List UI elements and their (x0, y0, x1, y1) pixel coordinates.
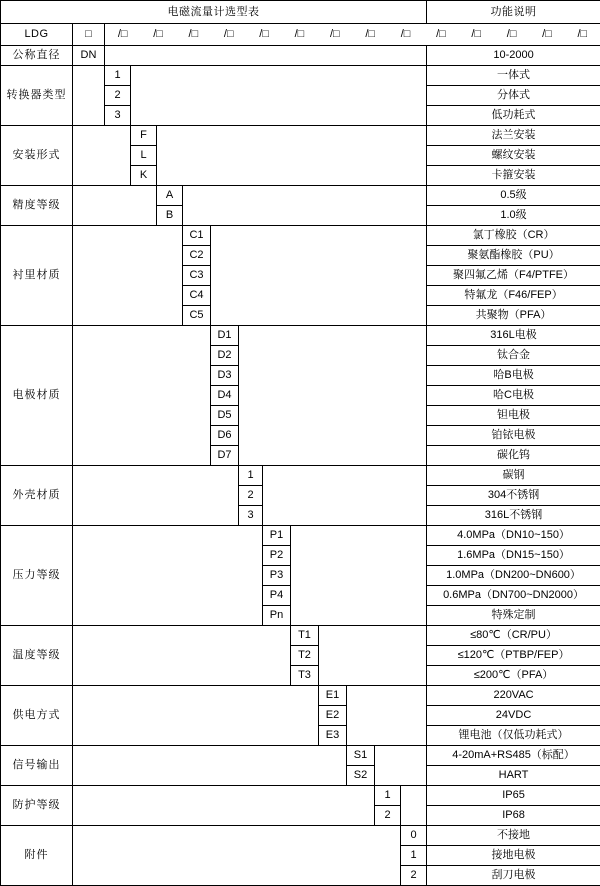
option-code[interactable]: D6 (211, 426, 239, 446)
option-code[interactable]: 2 (401, 866, 427, 886)
table-row (1, 186, 600, 206)
option-code[interactable]: P3 (263, 566, 291, 586)
model-slash-box[interactable]: /□ (317, 28, 352, 41)
grid-blank-left (73, 326, 211, 466)
option-code[interactable]: 2 (239, 486, 263, 506)
row-label: 公称直径 (1, 46, 73, 66)
option-description: IP68 (427, 806, 600, 826)
option-code[interactable]: 1 (105, 66, 131, 86)
option-description: 1.0级 (427, 206, 600, 226)
row-label: 精度等级 (1, 186, 73, 226)
option-description: 1.0MPa（DN200~DN600） (427, 566, 600, 586)
row-label: 压力等级 (1, 526, 73, 626)
desc-header: 功能说明 (427, 1, 600, 24)
option-code[interactable]: A (157, 186, 183, 206)
option-description: 氯丁橡胶（CR） (427, 226, 600, 246)
table-row (1, 746, 600, 766)
option-description: ≤120℃（PTBP/FEP） (427, 646, 600, 666)
grid-blank-right (105, 46, 427, 66)
option-description: 法兰安装 (427, 126, 600, 146)
table-header-row (1, 1, 600, 24)
option-description: 哈B电极 (427, 366, 600, 386)
option-description: 316L电极 (427, 326, 600, 346)
model-slash-box[interactable]: /□ (176, 28, 211, 41)
row-label: 供电方式 (1, 686, 73, 746)
option-description: 聚氨酯橡胶（PU） (427, 246, 600, 266)
option-code[interactable]: L (131, 146, 157, 166)
option-code[interactable]: C1 (183, 226, 211, 246)
grid-blank-left (73, 126, 131, 186)
grid-blank-left (73, 626, 291, 686)
option-code[interactable]: D7 (211, 446, 239, 466)
option-code[interactable]: F (131, 126, 157, 146)
option-code[interactable]: C5 (183, 306, 211, 326)
grid-blank-right (211, 226, 427, 326)
option-code[interactable]: E2 (319, 706, 347, 726)
option-code[interactable]: 1 (401, 846, 427, 866)
option-description: 刮刀电极 (427, 866, 600, 886)
grid-blank-right (401, 786, 427, 826)
option-code[interactable]: D5 (211, 406, 239, 426)
grid-blank-left (73, 66, 105, 126)
option-code[interactable]: S1 (347, 746, 375, 766)
grid-blank-left (73, 226, 183, 326)
table-row (1, 466, 600, 486)
option-code[interactable]: 3 (105, 106, 131, 126)
option-description: 0.6MPa（DN700~DN2000） (427, 586, 600, 606)
row-label: 安装形式 (1, 126, 73, 186)
option-code[interactable]: Pn (263, 606, 291, 626)
grid-blank-left (73, 826, 401, 886)
option-description: 锂电池（仅低功耗式） (427, 726, 600, 746)
option-description: IP65 (427, 786, 600, 806)
row-label: 衬里材质 (1, 226, 73, 326)
row-label: 防护等级 (1, 786, 73, 826)
option-code[interactable]: T1 (291, 626, 319, 646)
option-description: 1.6MPa（DN15~150） (427, 546, 600, 566)
model-slash-box[interactable]: /□ (565, 28, 600, 41)
option-code[interactable]: E3 (319, 726, 347, 746)
grid-blank-right (183, 186, 427, 226)
option-code[interactable]: S2 (347, 766, 375, 786)
option-description: 316L不锈钢 (427, 506, 600, 526)
grid-blank-left (73, 786, 375, 826)
model-slash-box[interactable]: /□ (353, 28, 388, 41)
option-code[interactable]: C2 (183, 246, 211, 266)
table-row (1, 46, 600, 66)
option-description: 220VAC (427, 686, 600, 706)
table-title: 电磁流量计选型表 (1, 1, 427, 24)
option-code[interactable]: T2 (291, 646, 319, 666)
table-row (1, 826, 600, 846)
option-description: 螺纹安装 (427, 146, 600, 166)
option-description: 0.5级 (427, 186, 600, 206)
model-slash-box[interactable]: /□ (211, 28, 246, 41)
model-code-row (1, 24, 600, 46)
model-box-0[interactable]: □ (73, 24, 105, 46)
option-code[interactable]: 2 (105, 86, 131, 106)
table-row (1, 786, 600, 806)
option-description: 哈C电极 (427, 386, 600, 406)
option-description: 碳化钨 (427, 446, 600, 466)
option-description: 特氟龙（F46/FEP） (427, 286, 600, 306)
option-description: 24VDC (427, 706, 600, 726)
model-slash-box[interactable]: /□ (282, 28, 317, 41)
option-code[interactable]: 1 (239, 466, 263, 486)
option-description: 4-20mA+RS485（标配） (427, 746, 600, 766)
option-description: ≤80℃（CR/PU） (427, 626, 600, 646)
option-code[interactable]: P4 (263, 586, 291, 606)
option-description: 不接地 (427, 826, 600, 846)
grid-blank-left (73, 186, 157, 226)
model-slash-boxes[interactable] (105, 24, 600, 46)
option-code[interactable]: B (157, 206, 183, 226)
model-prefix: LDG (1, 24, 73, 46)
row-label: 信号输出 (1, 746, 73, 786)
grid-blank-right (157, 126, 427, 186)
model-slash-box[interactable]: /□ (140, 28, 175, 41)
option-description: 接地电极 (427, 846, 600, 866)
option-code[interactable]: 2 (375, 806, 401, 826)
grid-blank-right (263, 466, 427, 526)
option-code[interactable]: 3 (239, 506, 263, 526)
option-code[interactable]: K (131, 166, 157, 186)
option-description: 卡箍安装 (427, 166, 600, 186)
grid-blank-left (73, 466, 239, 526)
table-row (1, 686, 600, 706)
grid-blank-right (319, 626, 427, 686)
model-slash-box[interactable]: /□ (105, 28, 140, 41)
grid-blank-right (239, 326, 427, 466)
grid-blank-right (131, 66, 427, 126)
table-row (1, 126, 600, 146)
table-row (1, 526, 600, 546)
option-code[interactable]: 1 (375, 786, 401, 806)
row-label: 外壳材质 (1, 466, 73, 526)
option-code[interactable]: D2 (211, 346, 239, 366)
option-description: 铂铱电极 (427, 426, 600, 446)
option-code[interactable]: DN (73, 46, 105, 66)
option-description: ≤200℃（PFA） (427, 666, 600, 686)
option-code[interactable]: E1 (319, 686, 347, 706)
option-code[interactable]: D4 (211, 386, 239, 406)
model-slash-box[interactable]: /□ (494, 28, 529, 41)
table-row (1, 66, 600, 86)
option-code[interactable]: 0 (401, 826, 427, 846)
option-description: 一体式 (427, 66, 600, 86)
row-label: 电极材质 (1, 326, 73, 466)
table-row (1, 226, 600, 246)
option-description: 钛合金 (427, 346, 600, 366)
option-code[interactable]: D3 (211, 366, 239, 386)
option-description: 钽电极 (427, 406, 600, 426)
table-row (1, 626, 600, 646)
option-description: 低功耗式 (427, 106, 600, 126)
option-code[interactable]: P1 (263, 526, 291, 546)
option-code[interactable]: C4 (183, 286, 211, 306)
option-code[interactable]: T3 (291, 666, 319, 686)
option-description: 10-2000 (427, 46, 600, 66)
model-slash-box[interactable]: /□ (459, 28, 494, 41)
option-description: 特殊定制 (427, 606, 600, 626)
row-label: 温度等级 (1, 626, 73, 686)
option-description: 分体式 (427, 86, 600, 106)
model-slash-box[interactable]: /□ (529, 28, 564, 41)
row-label: 转换器类型 (1, 66, 73, 126)
option-description: 4.0MPa（DN10~150） (427, 526, 600, 546)
option-code[interactable]: D1 (211, 326, 239, 346)
option-code[interactable]: C3 (183, 266, 211, 286)
grid-blank-left (73, 526, 263, 626)
option-description: 304不锈钢 (427, 486, 600, 506)
option-description: HART (427, 766, 600, 786)
option-description: 共聚物（PFA） (427, 306, 600, 326)
grid-blank-right (375, 746, 427, 786)
option-description: 碳钢 (427, 466, 600, 486)
option-code[interactable]: P2 (263, 546, 291, 566)
row-label: 附件 (1, 826, 73, 886)
grid-blank-right (291, 526, 427, 626)
option-description: 聚四氟乙烯（F4/PTFE） (427, 266, 600, 286)
model-slash-box[interactable]: /□ (423, 28, 458, 41)
grid-blank-left (73, 746, 347, 786)
model-slash-box[interactable]: /□ (246, 28, 281, 41)
model-slash-box[interactable]: /□ (388, 28, 423, 41)
table-row (1, 326, 600, 346)
